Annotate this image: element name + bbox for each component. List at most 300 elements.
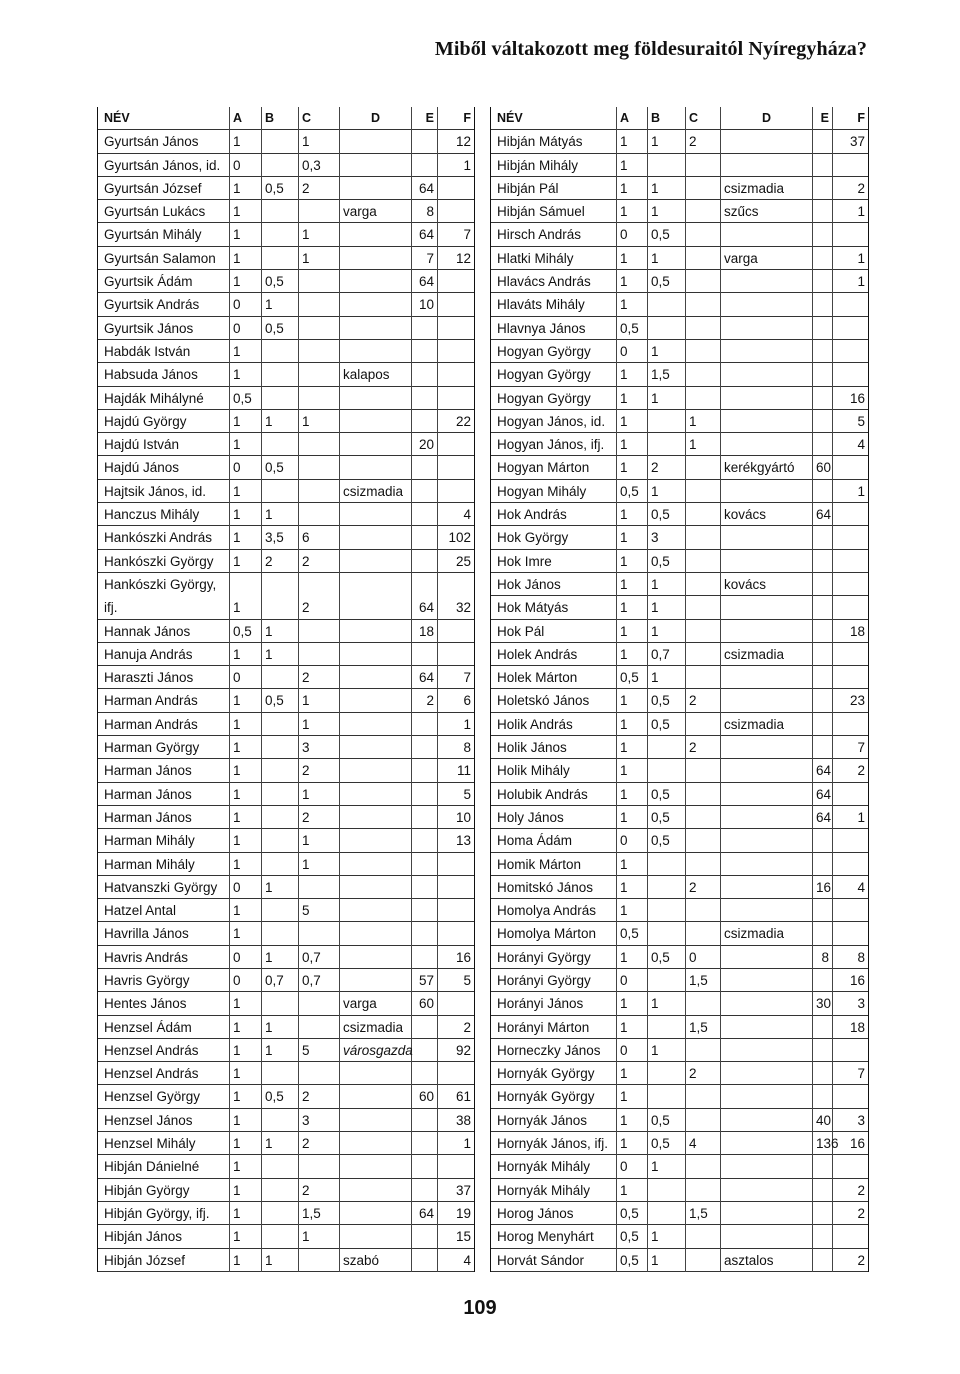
value-cell [299,876,340,899]
value-cell: 1 [299,689,340,712]
name-cell: Hornyák Mihály [491,1155,617,1178]
name-cell: Henzsel Mihály [98,1132,230,1155]
value-cell [262,223,299,246]
value-cell: 1 [686,410,721,433]
name-cell: Hlaváts Mihály [491,293,617,316]
value-cell [262,387,299,410]
value-cell [813,387,833,410]
value-cell: 1 [617,1062,648,1085]
value-cell [412,1132,438,1155]
value-cell: 1 [648,480,686,503]
running-header: Miből váltakozott meg földesuraitól Nyíregyháza? [434,38,867,60]
table-row [491,456,868,479]
value-cell [438,853,474,876]
value-cell: 8 [857,949,865,965]
table-row [491,1132,868,1155]
value-cell: 16 [849,390,865,406]
value-cell: 1 [230,736,262,759]
value-cell: 2 [463,1019,471,1035]
value-cell: 19 [455,1205,471,1221]
value-cell [686,456,721,479]
value-cell: 1,5 [299,1202,340,1225]
name-cell: Hannak János [98,620,230,643]
value-cell: 1 [230,1085,262,1108]
table-row [98,643,474,666]
value-cell [438,480,474,503]
value-cell [833,899,868,922]
value-cell: 32 [455,600,471,616]
value-cell [721,1132,813,1155]
value-cell: 1 [262,643,299,666]
name-cell: Homolya Márton [491,922,617,945]
value-cell: 3 [299,1109,340,1132]
value-cell [721,1225,813,1248]
value-cell [412,643,438,666]
name-cell: Henzsel András [98,1039,230,1062]
table-row [98,969,474,992]
value-cell: 2 [299,759,340,782]
name-cell: Hok Mátyás [491,596,617,619]
value-cell [648,1016,686,1039]
table-row [98,177,474,200]
value-cell [648,899,686,922]
value-cell: varga [721,247,813,270]
value-cell [686,783,721,806]
value-cell [340,946,412,969]
value-cell [721,689,813,712]
table-row [491,759,868,782]
column-header: D [721,107,813,130]
value-cell: 64 [813,503,833,526]
table-row [491,853,868,876]
value-cell [833,573,868,596]
table-row [98,130,474,153]
value-cell [648,759,686,782]
value-cell: 0,5 [617,666,648,689]
table-row [98,387,474,410]
value-cell [813,922,833,945]
value-cell: 1 [617,270,648,293]
value-cell: 16 [813,876,833,899]
value-cell: 0,7 [299,946,340,969]
table-row [98,1249,474,1272]
value-cell [340,1109,412,1132]
table-row [491,154,868,177]
value-cell [686,853,721,876]
value-cell [262,480,299,503]
value-cell [340,666,412,689]
value-cell: 3,5 [262,526,299,549]
value-cell [721,806,813,829]
name-cell: Hok János [491,573,617,596]
column-header: B [262,107,299,130]
name-cell: Gyurtsán Mihály [98,223,230,246]
value-cell: 2 [299,1132,340,1155]
table-row [98,783,474,806]
value-cell [833,503,868,526]
table-row [98,992,474,1015]
value-cell [686,713,721,736]
value-cell [412,853,438,876]
value-cell: 1 [617,1179,648,1202]
value-cell: 3 [857,996,865,1012]
name-cell: Haraszti János [98,666,230,689]
value-cell: 1 [230,1016,262,1039]
value-cell: 2 [299,1085,340,1108]
name-cell: Gyurtsik András [98,293,230,316]
name-cell: Homolya András [491,899,617,922]
value-cell: 0,7 [299,969,340,992]
value-cell: 1 [230,526,262,549]
name-cell: Holik András [491,713,617,736]
value-cell [686,480,721,503]
value-cell: 1 [230,1062,262,1085]
value-cell [686,340,721,363]
name-cell: Horneczky János [491,1039,617,1062]
value-cell [262,783,299,806]
name-cell: Harman András [98,689,230,712]
name-cell: Hibján Sámuel [491,200,617,223]
table-row [491,922,868,945]
table-row [491,317,868,340]
name-cell: Hlavnya János [491,317,617,340]
name-cell: Havrilla János [98,922,230,945]
value-cell [340,526,412,549]
value-cell: 1 [463,716,471,732]
value-cell: 64 [412,573,438,620]
value-cell: szabó [340,1249,412,1272]
name-cell: Gyurtsán Lukács [98,200,230,223]
value-cell [412,526,438,549]
value-cell [648,317,686,340]
value-cell: 23 [849,693,865,709]
value-cell: 1 [230,899,262,922]
table-row [98,480,474,503]
value-cell: 1 [262,410,299,433]
value-cell: 1 [299,713,340,736]
value-cell [299,503,340,526]
value-cell [299,1016,340,1039]
table-row [491,1085,868,1108]
value-cell: 20 [412,433,438,456]
value-cell [813,596,833,619]
name-cell: Hogyan György [491,363,617,386]
value-cell: 0 [617,1039,648,1062]
value-cell: 12 [455,250,471,266]
value-cell: 5 [857,413,865,429]
value-cell [686,899,721,922]
name-cell: Hatvanszki György [98,876,230,899]
table-row [98,759,474,782]
name-cell: Holik Mihály [491,759,617,782]
table-row [491,1249,868,1272]
value-cell: 2 [299,177,340,200]
value-cell [648,1085,686,1108]
value-cell [412,783,438,806]
value-cell [833,1039,868,1062]
value-cell [340,853,412,876]
value-cell [721,387,813,410]
value-cell: 1 [857,250,865,266]
name-cell: Hentes János [98,992,230,1015]
value-cell [299,456,340,479]
value-cell: 1 [617,200,648,223]
name-cell: Holik János [491,736,617,759]
value-cell: 16 [455,949,471,965]
table-row [98,1062,474,1085]
value-cell [340,130,412,153]
value-cell [813,620,833,643]
value-cell: 1 [617,620,648,643]
value-cell: csizmadia [721,643,813,666]
name-cell: Homik Márton [491,853,617,876]
value-cell: 3 [299,736,340,759]
value-cell [833,1155,868,1178]
name-cell: Hlavács András [491,270,617,293]
name-cell: Hogyan János, id. [491,410,617,433]
table-row [98,1202,474,1225]
value-cell: 0,7 [648,643,686,666]
value-cell [438,992,474,1015]
value-cell [412,130,438,153]
table-row [98,806,474,829]
value-cell: 13 [455,833,471,849]
value-cell [412,806,438,829]
name-cell: Holetskó János [491,689,617,712]
value-cell [721,783,813,806]
value-cell: 1 [230,340,262,363]
value-cell: 0,5 [648,1132,686,1155]
value-cell [648,410,686,433]
table-row [491,1016,868,1039]
value-cell: csizmadia [340,480,412,503]
value-cell: 1 [648,1225,686,1248]
table-row [98,270,474,293]
value-cell [813,177,833,200]
table-row [98,1225,474,1248]
value-cell [833,853,868,876]
value-cell [412,410,438,433]
value-cell: 40 [813,1109,833,1132]
table-right [490,107,869,1272]
value-cell [648,1062,686,1085]
table-row [491,433,868,456]
value-cell: 0,5 [648,503,686,526]
value-cell: 30 [813,992,833,1015]
value-cell: 1 [230,992,262,1015]
value-cell [721,829,813,852]
table-row [98,200,474,223]
value-cell: 2 [299,666,340,689]
value-cell [438,456,474,479]
value-cell [721,899,813,922]
value-cell [721,1039,813,1062]
value-cell [262,1062,299,1085]
value-cell: 1 [617,713,648,736]
table-row [491,689,868,712]
name-cell: Hogyan Mihály [491,480,617,503]
value-cell: kovács [721,573,813,596]
value-cell [813,643,833,666]
value-cell [412,1109,438,1132]
value-cell: 0,5 [230,387,262,410]
value-cell: 0,5 [617,922,648,945]
value-cell: 0,5 [648,946,686,969]
value-cell [438,620,474,643]
value-cell: 60 [813,456,833,479]
value-cell [813,433,833,456]
value-cell: 25 [455,553,471,569]
table-row [98,456,474,479]
value-cell: 1 [262,1249,299,1272]
value-cell: 1 [230,573,262,620]
value-cell [721,992,813,1015]
value-cell: 4 [857,879,865,895]
value-cell: 0,5 [617,480,648,503]
value-cell: 5 [463,972,471,988]
value-cell [438,1062,474,1085]
table-row [491,946,868,969]
value-cell [721,433,813,456]
value-cell [833,154,868,177]
value-cell: 0,5 [617,1202,648,1225]
value-cell [721,946,813,969]
value-cell [813,1155,833,1178]
value-cell: 4 [686,1132,721,1155]
name-cell: Horányi János [491,992,617,1015]
value-cell: 1 [617,643,648,666]
value-cell: 10 [412,293,438,316]
value-cell: 6 [299,526,340,549]
value-cell [721,410,813,433]
value-cell: 1,5 [686,969,721,992]
value-cell: 2 [299,806,340,829]
name-cell: Havris György [98,969,230,992]
column-header: B [648,107,686,130]
value-cell [721,969,813,992]
value-cell: 1 [857,204,865,220]
value-cell [262,1155,299,1178]
value-cell: 2 [686,736,721,759]
value-cell: 1 [262,293,299,316]
value-cell [686,247,721,270]
value-cell [340,620,412,643]
value-cell: 1 [617,899,648,922]
value-cell [686,666,721,689]
value-cell: 1 [299,1225,340,1248]
value-cell [648,433,686,456]
value-cell: csizmadia [340,1016,412,1039]
name-cell: Hogyan Márton [491,456,617,479]
value-cell: 1 [262,946,299,969]
value-cell [340,223,412,246]
value-cell [340,899,412,922]
value-cell: 0 [617,969,648,992]
name-cell: Hogyan János, ifj. [491,433,617,456]
table-row [491,596,868,619]
value-cell [299,1249,340,1272]
value-cell: 64 [412,223,438,246]
value-cell [833,596,868,619]
table-row [98,526,474,549]
value-cell: 1 [230,713,262,736]
table-row [491,666,868,689]
value-cell [813,829,833,852]
value-cell [340,759,412,782]
value-cell: 1 [230,177,262,200]
value-cell [686,363,721,386]
column-header: A [230,107,262,130]
value-cell: 0 [230,666,262,689]
name-cell: Hok György [491,526,617,549]
name-cell: Hajtsik János, id. [98,480,230,503]
value-cell [686,550,721,573]
value-cell: 1 [230,759,262,782]
value-cell: 1 [617,410,648,433]
name-cell: Havris András [98,946,230,969]
value-cell [412,876,438,899]
value-cell: 0,5 [262,456,299,479]
value-cell: 1 [648,387,686,410]
table-row [98,689,474,712]
value-cell: 5 [463,786,471,802]
value-cell: 2 [299,550,340,573]
value-cell [340,689,412,712]
value-cell: 0,5 [648,783,686,806]
value-cell: 1 [230,223,262,246]
value-cell: 92 [455,1042,471,1058]
value-cell [299,620,340,643]
value-cell: 1 [617,596,648,619]
table-row [98,573,474,620]
value-cell [721,596,813,619]
value-cell [721,293,813,316]
name-cell: Harman János [98,806,230,829]
name-cell: Henzsel György [98,1085,230,1108]
value-cell: 1,5 [648,363,686,386]
value-cell: 1 [617,759,648,782]
value-cell: 0 [230,946,262,969]
table-row [98,1039,474,1062]
name-cell: Hajdú János [98,456,230,479]
value-cell: 1 [648,1039,686,1062]
value-cell [299,200,340,223]
table-row [98,1109,474,1132]
value-cell: 1 [617,154,648,177]
value-cell [686,1249,721,1272]
table-row [98,363,474,386]
value-cell [340,736,412,759]
value-cell [262,736,299,759]
value-cell [813,1179,833,1202]
value-cell: 1 [617,456,648,479]
table-row [98,433,474,456]
value-cell [833,340,868,363]
value-cell: varga [340,200,412,223]
value-cell [813,526,833,549]
name-cell: Hankószki György, ifj. [98,573,230,620]
value-cell: 1 [230,1039,262,1062]
value-cell [813,154,833,177]
value-cell [340,783,412,806]
value-cell: 1 [262,876,299,899]
value-cell [686,503,721,526]
table-row [98,1085,474,1108]
value-cell: 1 [299,783,340,806]
value-cell [340,876,412,899]
value-cell: 1 [617,783,648,806]
value-cell [813,410,833,433]
